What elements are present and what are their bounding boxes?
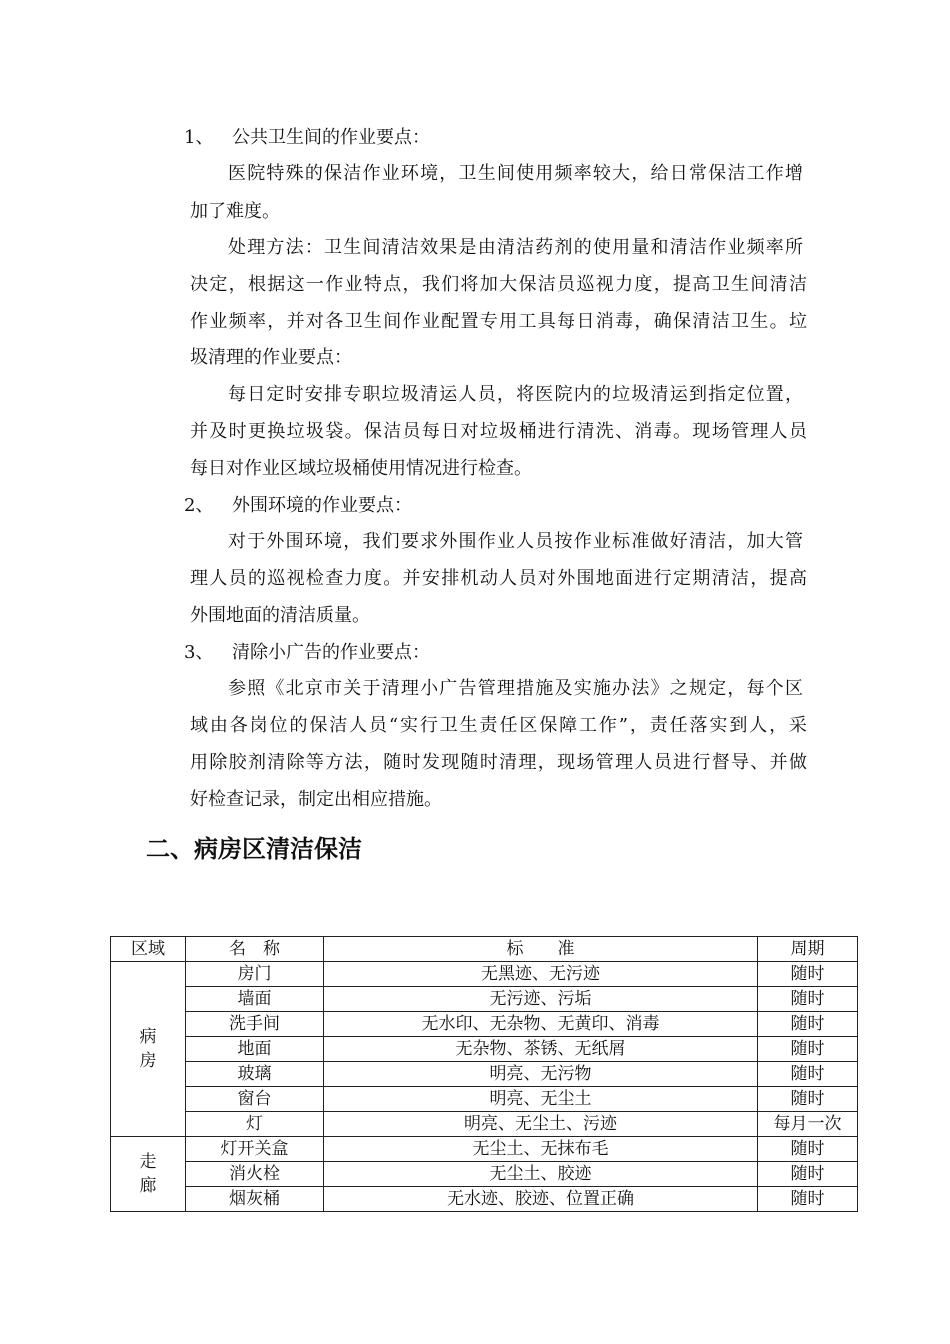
paragraph-line	[190, 420, 807, 444]
item-name: 地面	[186, 1037, 324, 1062]
area-char: 房	[139, 1051, 157, 1071]
table-row	[111, 1062, 858, 1087]
item-name: 消火栓	[186, 1162, 324, 1187]
paragraph-line	[190, 273, 807, 297]
section-2-heading	[184, 494, 412, 518]
item-standard: 无水迹、胶迹、位置正确	[324, 1187, 758, 1212]
item-standard: 无杂物、茶锈、无纸屑	[324, 1037, 758, 1062]
text-line: 加了难度。	[190, 201, 280, 222]
item-name: 灯	[186, 1112, 324, 1137]
item-period: 随时	[758, 1012, 858, 1037]
area-char: 病	[139, 1027, 157, 1047]
paragraph-line	[190, 604, 370, 628]
section-title: 公共卫生间的作业要点：	[232, 127, 430, 148]
paragraph-line	[190, 346, 352, 370]
text-line: 外围地面的清洁质量。	[190, 605, 370, 626]
item-name: 灯开关盒	[186, 1137, 324, 1162]
paragraph-line	[228, 236, 803, 260]
item-standard: 无尘土、无抹布毛	[324, 1137, 758, 1162]
item-period: 随时	[758, 1137, 858, 1162]
item-name: 烟灰桶	[186, 1187, 324, 1212]
item-standard: 无黑迹、无污迹	[324, 962, 758, 987]
table-header-row	[111, 937, 858, 962]
paragraph-line	[190, 751, 807, 775]
section-1-heading	[184, 126, 430, 150]
text-line: 圾清理的作业要点：	[190, 347, 352, 368]
paragraph-line	[228, 383, 803, 407]
cleaning-standards-table	[110, 936, 858, 1212]
text-line: 并及时更换垃圾袋。保洁员每日对垃圾桶进行清洗、消毒。现场管理人员	[190, 421, 807, 442]
section-number: 2、	[184, 495, 214, 516]
paragraph-line	[190, 714, 807, 738]
item-name: 窗台	[186, 1087, 324, 1112]
text-line: 好检查记录，制定出相应措施。	[190, 789, 442, 810]
item-name: 墙面	[186, 987, 324, 1012]
text-line: 每日对作业区域垃圾桶使用情况进行检查。	[190, 458, 532, 479]
table-row	[111, 1012, 858, 1037]
item-name: 玻璃	[186, 1062, 324, 1087]
item-standard: 明亮、无尘土、污迹	[324, 1112, 758, 1137]
paragraph-line	[190, 567, 807, 591]
item-standard: 明亮、无尘土	[324, 1087, 758, 1112]
table-row	[111, 987, 858, 1012]
table-row	[111, 1037, 858, 1062]
paragraph-line	[228, 677, 803, 701]
area-char: 廊	[139, 1176, 157, 1196]
item-period: 随时	[758, 1162, 858, 1187]
item-standard: 无尘土、胶迹	[324, 1162, 758, 1187]
paragraph-line	[228, 530, 803, 554]
item-standard: 明亮、无污物	[324, 1062, 758, 1087]
section-number: 3、	[184, 642, 214, 663]
header-name: 名 称	[186, 937, 324, 962]
text-line: 处理方法：卫生间清洁效果是由清洁药剂的使用量和清洁作业频率所	[228, 237, 803, 258]
table-row	[111, 962, 858, 987]
item-standard: 无污迹、污垢	[324, 987, 758, 1012]
paragraph-line	[190, 200, 280, 224]
table-row	[111, 1087, 858, 1112]
text-line: 作业频率，并对各卫生间作业配置专用工具每日消毒，确保清洁卫生。垃	[190, 311, 807, 332]
paragraph-line	[190, 457, 532, 481]
paragraph-line	[190, 310, 807, 334]
header-standard: 标 准	[324, 937, 758, 962]
text-line: 域由各岗位的保洁人员“实行卫生责任区保障工作”，责任落实到人，采	[190, 715, 807, 736]
section-title: 清除小广告的作业要点：	[232, 642, 430, 663]
area-cell-ward	[111, 962, 186, 1137]
item-period: 随时	[758, 1062, 858, 1087]
item-name: 房门	[186, 962, 324, 987]
text-line: 决定，根据这一作业特点，我们将加大保洁员巡视力度，提高卫生间清洁	[190, 274, 807, 295]
chapter-heading: 二、病房区清洁保洁	[146, 835, 362, 863]
table-row	[111, 1112, 858, 1137]
paragraph-line	[228, 162, 803, 186]
text-line: 理人员的巡视检查力度。并安排机动人员对外围地面进行定期清洁，提高	[190, 568, 807, 589]
item-period: 每月一次	[758, 1112, 858, 1137]
text-line: 对于外围环境，我们要求外围作业人员按作业标准做好清洁，加大管	[228, 531, 803, 552]
header-period: 周期	[758, 937, 858, 962]
item-period: 随时	[758, 1037, 858, 1062]
section-3-heading	[184, 641, 430, 665]
item-name: 洗手间	[186, 1012, 324, 1037]
text-line: 用除胶剂清除等方法，随时发现随时清理，现场管理人员进行督导、并做	[190, 752, 807, 773]
text-line: 医院特殊的保洁作业环境，卫生间使用频率较大，给日常保洁工作增	[228, 163, 803, 184]
text-line: 参照《北京市关于清理小广告管理措施及实施办法》之规定，每个区	[228, 678, 803, 699]
section-number: 1、	[184, 127, 214, 148]
area-cell-corridor	[111, 1137, 186, 1212]
text-line: 每日定时安排专职垃圾清运人员，将医院内的垃圾清运到指定位置，	[228, 384, 803, 405]
section-title: 外围环境的作业要点：	[232, 495, 412, 516]
item-period: 随时	[758, 1087, 858, 1112]
item-period: 随时	[758, 1187, 858, 1212]
header-area: 区域	[111, 937, 186, 962]
table-row	[111, 1162, 858, 1187]
table-row	[111, 1187, 858, 1212]
paragraph-line	[190, 788, 442, 812]
item-standard: 无水印、无杂物、无黄印、消毒	[324, 1012, 758, 1037]
item-period: 随时	[758, 987, 858, 1012]
table-row	[111, 1137, 858, 1162]
area-char: 走	[139, 1152, 157, 1172]
item-period: 随时	[758, 962, 858, 987]
